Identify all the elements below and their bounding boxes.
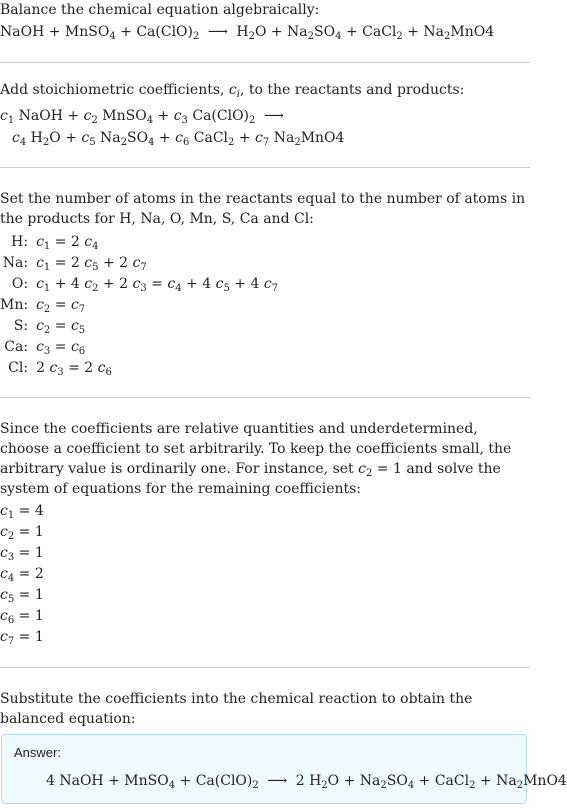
solution-list bbox=[0, 501, 530, 648]
equation-row-na: Na: $c_1 = 2$ $c_5 + 2$ $c_7$ bbox=[2, 254, 147, 273]
equation-row-s: S: $c_2 = c_5$ bbox=[13, 317, 86, 336]
section-atom-balance bbox=[0, 189, 530, 378]
divider bbox=[0, 62, 530, 63]
solution-c2: $c_2 = 1$ bbox=[0, 524, 44, 542]
divider bbox=[0, 667, 530, 668]
equation-text: NaOH + MnSO$_4$ + $Ca(ClO)_2$ ⟶ $H_2O + Na_2SO_4$ + CaCl$_2$ + $Na_2MnO4$ bbox=[0, 24, 495, 42]
atom-equation-table bbox=[0, 231, 278, 378]
solution-c7: $c_7 = 1$ bbox=[0, 629, 44, 647]
problem-instruction: Balance the chemical equation algebraically: bbox=[0, 2, 320, 18]
section-problem bbox=[0, 0, 530, 43]
answer-instruction: Substitute the coefficients into the chemical reaction to obtain the balanced equation: bbox=[0, 691, 473, 727]
equation-row-mn: Mn: $c_2 = c_7$ bbox=[0, 296, 86, 315]
divider bbox=[0, 167, 530, 168]
solution-c6: $c_6 = 1$ bbox=[0, 608, 44, 626]
unbalanced-equation bbox=[0, 21, 530, 43]
section-answer bbox=[0, 689, 530, 729]
equation-row-o: O: $c_1 + 4$ $c_2 + 2$ $c_3 = c_4 + 4$ $c_5 + 4$ $c_7$ bbox=[11, 275, 279, 294]
coefficient-equation-line1: $c_1$ NaOH + $c_2$ MnSO$_4$ + $c_3$ $Ca(ClO)_2$ ⟶ bbox=[0, 108, 284, 126]
balanced-equation: 4 NaOH + MnSO$_4$ + $Ca(ClO)_2$ ⟶ 2 $H_2O + Na_2SO_4$ + CaCl$_2$ + $Na_2MnO4$ bbox=[46, 773, 567, 791]
answer-label: Answer: bbox=[14, 745, 61, 760]
equation-row-ca: Ca: $c_3 = c_6$ bbox=[4, 338, 86, 357]
solution-c4: $c_4 = 2$ bbox=[0, 566, 44, 584]
answer-box bbox=[1, 734, 567, 804]
divider bbox=[0, 397, 530, 398]
equation-row-cl: Cl: 2 $c_3 = 2$ $c_6$ bbox=[8, 359, 112, 378]
solve-instruction: Since the coefficients are relative quantities and underdetermined, choose a coefficient to set arbitrarily. To keep the coefficients small, the arbitrary value is ordinarily one. For instance, set $c_2 = 1$ and solve the system of equations for the remaining coefficients: bbox=[0, 421, 512, 497]
equation-row-h: H: $c_1 = 2$ $c_4$ bbox=[11, 233, 99, 252]
solution-c1: $c_1 = 4$ bbox=[0, 503, 44, 521]
section-solve bbox=[0, 419, 530, 648]
solution-c5: $c_5 = 1$ bbox=[0, 587, 44, 605]
section-coefficients bbox=[0, 80, 530, 149]
coefficient-equation-line2: $c_4$ $H_2O + c_5$ $Na_2SO_4 + c_6$ CaCl$_2$ + $c_7$ $Na_2MnO4$ bbox=[12, 130, 345, 148]
atom-balance-instruction: Set the number of atoms in the reactants equal to the number of atoms in the products for H, Na, O, Mn, S, Ca and Cl: bbox=[0, 191, 526, 227]
coefficients-instruction: Add stoichiometric coefficients, $c_i$, to the reactants and products: bbox=[0, 82, 465, 100]
solution-c3: $c_3 = 1$ bbox=[0, 545, 44, 563]
